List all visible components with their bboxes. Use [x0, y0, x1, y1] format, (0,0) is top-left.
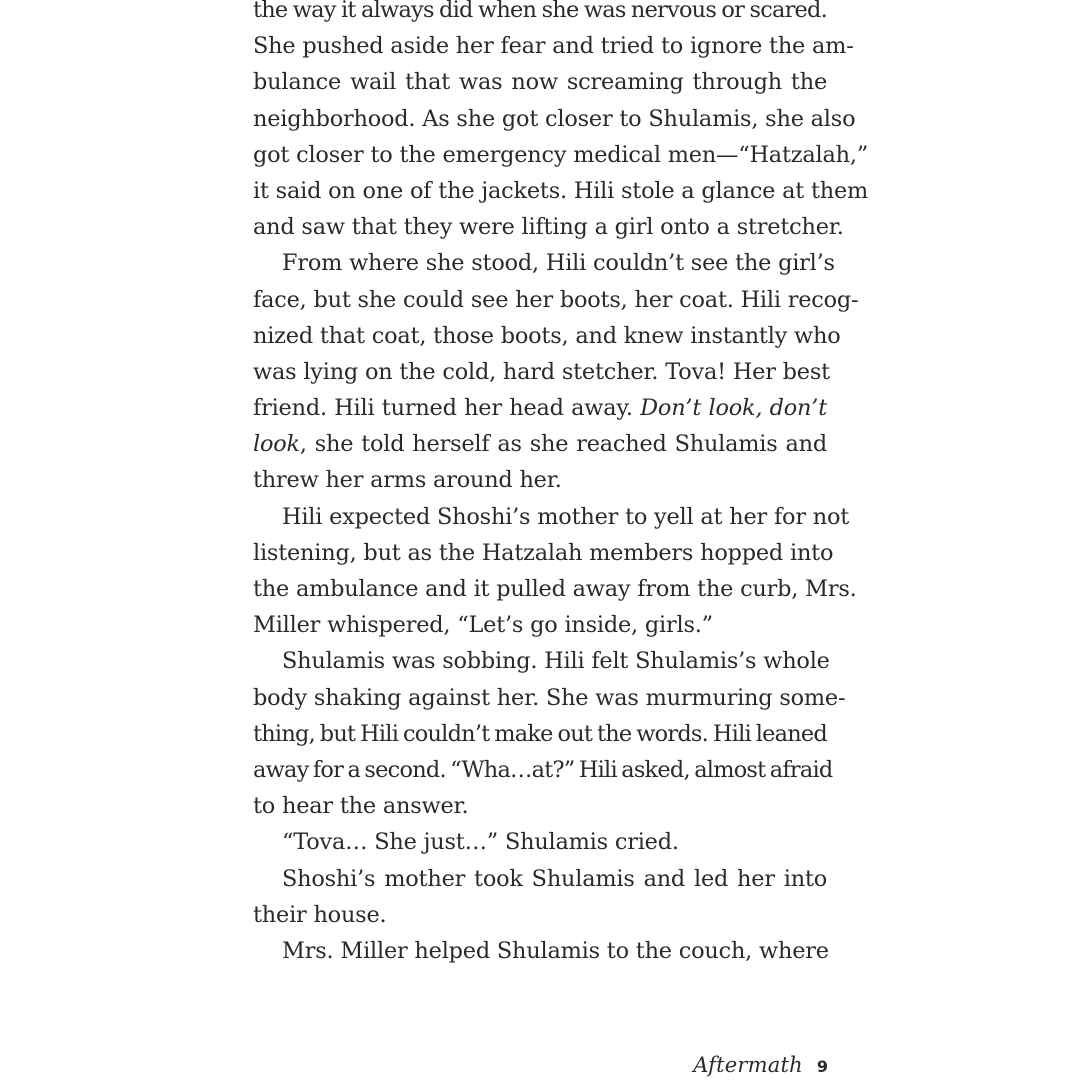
text-line: was lying on the cold, hard stetcher. Tova! Her best — [253, 358, 830, 385]
italic-thought-text: Don’t look, don’t — [640, 395, 827, 422]
paragraph-start-line: Shulamis was sobbing. Hili felt Shulamis’s whole — [282, 648, 830, 675]
text-segment: , she told herself as she reached Shulamis and — [299, 431, 827, 458]
text-line: nized that coat, those boots, and knew instantly who — [253, 322, 841, 349]
text-line: She pushed aside her fear and tried to ignore the am- — [253, 33, 854, 60]
text-line: to hear the answer. — [253, 793, 469, 820]
paragraph-start-line: Shoshi’s mother took Shulamis and led her into — [282, 865, 827, 892]
text-line: neighborhood. As she got closer to Shulamis, she also — [253, 105, 856, 132]
text-line: got closer to the emergency medical men—“Hatzalah,” — [253, 141, 868, 168]
page-number: 9 — [816, 1057, 828, 1076]
body-text — [253, 0, 869, 969]
paragraph-start-line: Hili expected Shoshi’s mother to yell at her for not — [282, 503, 850, 530]
text-segment: friend. Hili turned her head away. — [253, 395, 641, 422]
text-line: it said on one of the jackets. Hili stole a glance at them — [253, 177, 869, 204]
text-line: their house. — [253, 901, 387, 928]
text-line: body shaking against her. She was murmuring some- — [253, 684, 846, 711]
text-line: Miller whispered, “Let’s go inside, girls.” — [253, 612, 713, 639]
text-line: the ambulance and it pulled away from the curb, Mrs. — [253, 576, 857, 602]
text-line: away for a second. “Wha…at?” Hili asked, almost afraid — [253, 756, 833, 783]
text-line — [253, 390, 827, 426]
text-line: listening, but as the Hatzalah members hopped into — [253, 539, 834, 566]
text-line: thing, but Hili couldn’t make out the words. Hili leaned — [253, 720, 827, 747]
paragraph-start-line: From where she stood, Hili couldn’t see the girl’s — [282, 250, 835, 277]
text-line: bulance wail that was now screaming through the — [253, 69, 827, 96]
running-title: Aftermath — [693, 1053, 803, 1077]
text-line: the way it always did when she was nervous or scared. — [253, 0, 827, 23]
paragraph-start-line: Mrs. Miller helped Shulamis to the couch, where — [282, 937, 829, 964]
text-line: face, but she could see her boots, her coat. Hili recog- — [253, 286, 859, 313]
text-line: and saw that they were lifting a girl onto a stretcher. — [253, 214, 844, 241]
text-line — [253, 426, 827, 462]
page-footer — [693, 1053, 828, 1085]
paragraph-start-line: “Tova… She just…” Shulamis cried. — [282, 829, 679, 856]
italic-thought-text: look — [253, 431, 300, 458]
text-line: threw her arms around her. — [253, 467, 562, 494]
